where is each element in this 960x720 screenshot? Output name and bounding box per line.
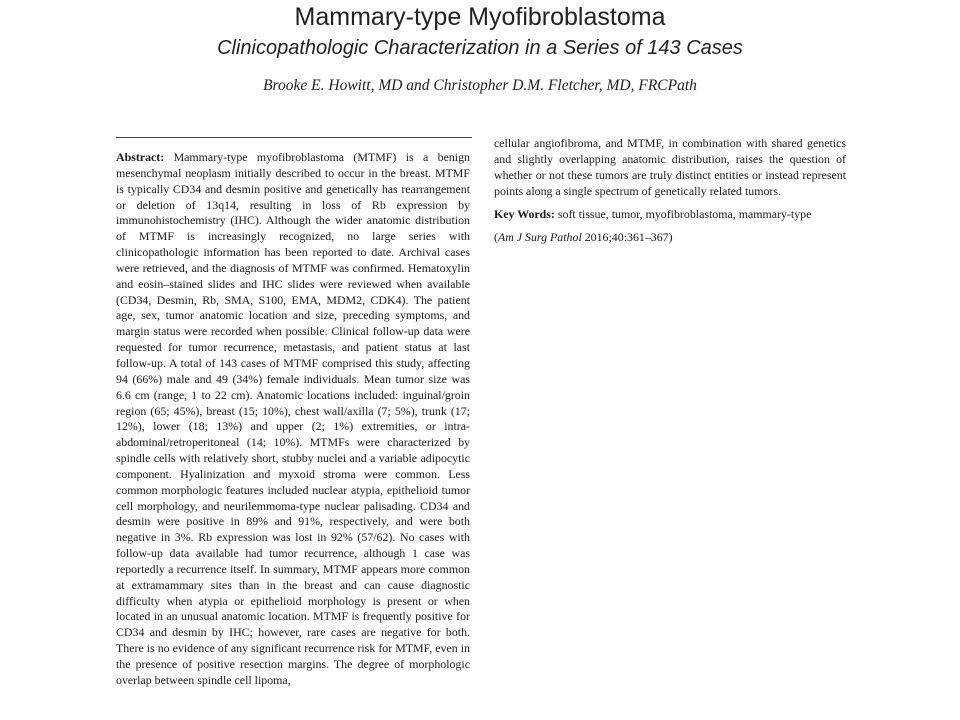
citation [494, 230, 846, 246]
citation-journal: Am J Surg Pathol [497, 230, 582, 245]
keywords-paragraph [494, 207, 846, 223]
abstract-continued: cellular angiofibroma, and MTMF, in combination with shared genetics and slightly overlapping anatomic distribution, raises the question of whether or not these tumors are truly distinct entities or instead represent points along a single spectrum of genetically related tumors. [494, 136, 846, 198]
abstract-paragraph [116, 150, 470, 689]
abstract-column-right [494, 136, 846, 246]
keywords-label: Key Words: [494, 207, 555, 222]
citation-details: 2016;40:361–367) [581, 230, 673, 245]
article-subtitle: Clinicopathologic Characterization in a Series of 143 Cases [217, 37, 743, 59]
article-authors: Brooke E. Howitt, MD and Christopher D.M. Fletcher, MD, FRCPath [263, 77, 697, 94]
keywords-text: soft tissue, tumor, myofibroblastoma, mammary-type [557, 207, 812, 222]
abstract-text: Mammary-type myofibroblastoma (MTMF) is a benign mesenchymal neoplasm initially described to occur in the breast. MTMF is typically CD34 and desmin positive and genetically has rearrangement or deletion of 13q14, resulting in loss of Rb expression by immunohistochemistry (IHC). Although the wider anatomic distribution of MTMF is increasingly recognized, no large series with clinicopathologic information has been reported to date. Archival cases were retrieved, and the diagnosis of MTMF was confirmed. Hematoxylin and eosin–stained slides and IHC slides were reviewed when available (CD34, Desmin, Rb, SMA, S100, EMA, MDM2, CDK4). The patient age, sex, tumor anatomic location and size, preceding symptoms, and margin status were recorded when possible. Clinical follow-up data were requested for tumor recurrence, metastasis, and patient status at last follow-up. A total of 143 cases of MTMF comprised this study, affecting 94 (66%) male and 49 (34%) female individuals. Mean tumor size was 6.6 cm (range, 1 to 22 cm). Anatomic locations included: inguinal/groin region (65; 45%), breast (15; 10%), chest wall/axilla (7; 5%), trunk (17; 12%), lower (18; 13%) and upper (2; 1%) extremities, or intra-abdominal/retroperitoneal (14; 10%). MTMFs were characterized by spindle cells with relatively short, stubby nuclei and a variable adipocytic component. Hyalinization and myxoid stroma were common. Less common morphologic features included nuclear atypia, epithelioid tumor cell morphology, and neurilemmoma-type nuclear palisading. CD34 and desmin were positive in 89% and 91%, respectively, and were both negative in 3%. Rb expression was lost in 92% (57/62). No cases with follow-up data available had tumor recurrence, although 1 case was reportedly a recurrence itself. In summary, MTMF appears more common at extramammary sites than in the breast and can cause diagnostic difficulty when atypia or epithelioid morphology is present or when located in an unusual anatomic location. MTMF is frequently positive for CD34 and desmin by IHC; however, rare cases are negative for both. There is no evidence of any significant recurrence risk for MTMF, even in the presence of positive resection margins. The degree of morphologic overlap between spindle cell lipoma, [116, 150, 470, 687]
abstract-top-rule [116, 137, 472, 138]
abstract-label: Abstract: [116, 150, 165, 164]
citation-open: ( [494, 230, 498, 245]
article-title: Mammary-type Myofibroblastoma [294, 3, 666, 31]
abstract-column-left [116, 150, 470, 689]
